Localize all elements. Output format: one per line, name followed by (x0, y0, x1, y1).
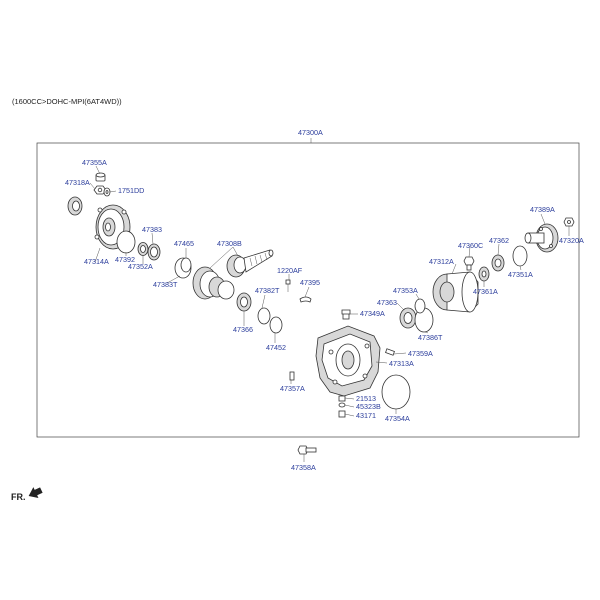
part-47351A-ring[interactable] (513, 246, 527, 266)
label-47389A[interactable]: 47389A (530, 205, 555, 214)
label-47358A[interactable]: 47358A (291, 463, 316, 472)
part-47349A-plug[interactable] (342, 310, 350, 319)
part-47312A-housing[interactable] (433, 272, 478, 312)
label-47465[interactable]: 47465 (174, 239, 194, 248)
part-47355A-cap[interactable] (96, 173, 105, 181)
label-47383T[interactable]: 47383T (153, 280, 178, 289)
part-47362-seal[interactable] (492, 255, 504, 271)
assembly-number-label[interactable]: 47300A (298, 128, 323, 137)
part-47357A-pin[interactable] (290, 372, 294, 380)
label-47353A[interactable]: 47353A (393, 286, 418, 295)
front-arrow-icon (26, 485, 44, 502)
label-47349A[interactable]: 47349A (360, 309, 385, 318)
model-spec-text: (1600CC>DOHC-MPI(6AT4WD)) (12, 97, 122, 106)
label-1220AF[interactable]: 1220AF (277, 266, 303, 275)
label-1751DD[interactable]: 1751DD (118, 186, 145, 195)
label-47320A[interactable]: 47320A (559, 236, 584, 245)
label-47366[interactable]: 47366 (233, 325, 253, 334)
part-47392-oring[interactable] (117, 231, 135, 253)
label-47363[interactable]: 47363 (377, 298, 397, 307)
leader-lines (90, 166, 569, 462)
label-21513[interactable]: 21513 (356, 394, 376, 403)
label-47395[interactable]: 47395 (300, 278, 320, 287)
part-47361A-bearing[interactable] (479, 267, 489, 281)
part-47352A-bearing[interactable] (138, 243, 148, 256)
part-45323B-washer[interactable] (339, 403, 345, 407)
part-1220AF-bolt[interactable] (286, 280, 290, 292)
part-21513-plug[interactable] (339, 396, 345, 401)
label-47382T[interactable]: 47382T (255, 286, 280, 295)
label-47308B[interactable]: 47308B (217, 239, 242, 248)
label-47392[interactable]: 47392 (115, 255, 135, 264)
label-47360C[interactable]: 47360C (458, 241, 484, 250)
label-47318A[interactable]: 47318A (65, 178, 90, 187)
label-45323B[interactable]: 45323B (356, 402, 381, 411)
label-47359A[interactable]: 47359A (408, 349, 433, 358)
part-47320A-nut[interactable] (564, 218, 574, 226)
part-47383-bearing[interactable] (148, 244, 160, 260)
part-47395-clip[interactable] (300, 297, 311, 302)
part-43171-plug[interactable] (339, 411, 345, 417)
label-47361A[interactable]: 47361A (473, 287, 498, 296)
label-47312A[interactable]: 47312A (429, 257, 454, 266)
front-direction-label: FR. (11, 492, 26, 502)
part-47382T-bearing[interactable] (237, 293, 251, 311)
label-47314A[interactable]: 47314A (84, 257, 109, 266)
part-47452-ring-b[interactable] (270, 317, 282, 333)
part-47359A-pin[interactable] (386, 349, 395, 355)
part-47354A-oring[interactable] (382, 375, 410, 409)
part-seal-left[interactable] (68, 197, 82, 215)
label-47357A[interactable]: 47357A (280, 384, 305, 393)
part-47313A-transfer-case[interactable] (316, 326, 380, 396)
label-47351A[interactable]: 47351A (508, 270, 533, 279)
part-47360C-bolt[interactable] (464, 257, 474, 270)
label-43171[interactable]: 43171 (356, 411, 376, 420)
part-47363-bearing[interactable] (400, 308, 416, 328)
label-47386T[interactable]: 47386T (418, 333, 443, 342)
part-47465-ring[interactable] (181, 258, 191, 272)
label-47452[interactable]: 47452 (266, 343, 286, 352)
label-47313A[interactable]: 47313A (389, 359, 414, 368)
part-47452-ring[interactable] (258, 308, 270, 324)
part-47358A-bolt[interactable] (298, 446, 316, 454)
part-47353A-ring[interactable] (415, 299, 425, 313)
label-47355A[interactable]: 47355A (82, 158, 107, 167)
part-47389A-flange[interactable] (525, 224, 558, 252)
label-47362[interactable]: 47362 (489, 236, 509, 245)
label-47354A[interactable]: 47354A (385, 414, 410, 423)
label-47383[interactable]: 47383 (142, 225, 162, 234)
part-1751DD-washer[interactable] (104, 188, 110, 196)
label-47352A[interactable]: 47352A (128, 262, 153, 271)
